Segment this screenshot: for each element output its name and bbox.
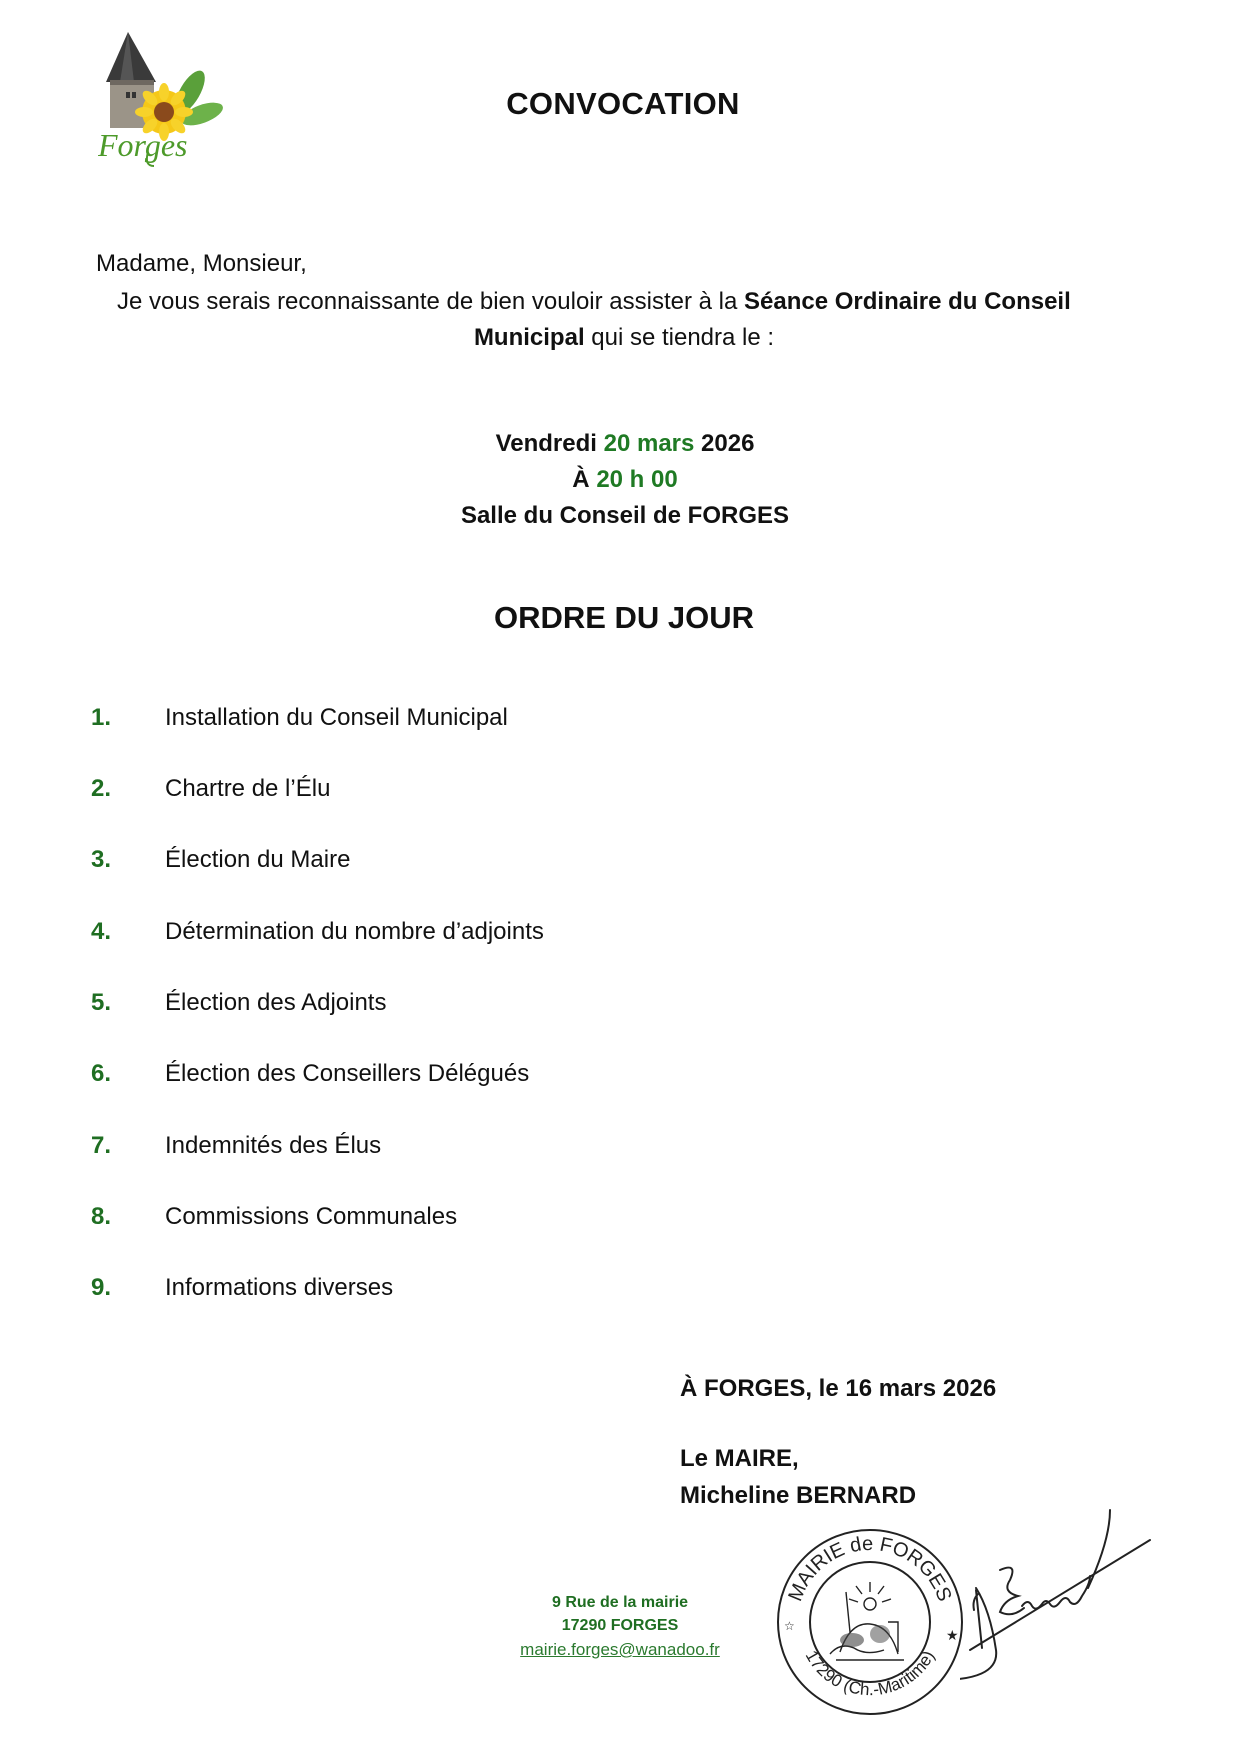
agenda-item xyxy=(0,1060,1240,1100)
agenda-item-number: 4. xyxy=(91,918,112,945)
stamp-icon xyxy=(770,1522,970,1722)
intro-line-1 xyxy=(117,288,1071,316)
meeting-date xyxy=(0,430,1240,458)
agenda-item-number: 2. xyxy=(91,775,112,802)
agenda-item-number: 1. xyxy=(91,704,112,731)
agenda-item-label: Chartre de l’Élu xyxy=(165,775,331,802)
salutation: Madame, Monsieur, xyxy=(96,250,307,277)
agenda-item xyxy=(0,704,1240,744)
agenda-item-label: Élection des Conseillers Délégués xyxy=(165,1060,530,1087)
meeting-location: Salle du Conseil de FORGES xyxy=(460,502,790,529)
agenda-item xyxy=(0,989,1240,1029)
seal-bottom-text: 17290 (Ch.-Maritime) xyxy=(801,1647,939,1700)
handwritten-signature-icon xyxy=(960,1500,1160,1700)
meeting-time-value: 20 h 00 xyxy=(596,466,678,493)
intro-text: Je vous serais reconnaissante de bien vouloir assister à la xyxy=(117,288,744,315)
agenda-item-number: 5. xyxy=(91,989,112,1016)
footer-email-link[interactable]: mairie.forges@wanadoo.fr xyxy=(520,1640,720,1659)
svg-text:★: ★ xyxy=(946,1627,959,1643)
intro-session-type-cont: Municipal xyxy=(473,324,585,351)
agenda-item xyxy=(0,1132,1240,1172)
agenda-item xyxy=(0,775,1240,815)
agenda-item-label: Indemnités des Élus xyxy=(165,1132,382,1159)
agenda-item-label: Élection des Adjoints xyxy=(165,989,387,1016)
meeting-time xyxy=(0,466,1240,494)
svg-text:☆: ☆ xyxy=(784,1619,795,1633)
signer-name: Micheline BERNARD xyxy=(680,1482,917,1509)
agenda-item xyxy=(0,1274,1240,1314)
seal-top-text: MAIRIE de FORGES xyxy=(784,1532,956,1605)
agenda-item xyxy=(0,918,1240,958)
agenda-item-label: Installation du Conseil Municipal xyxy=(165,704,508,731)
logo-text: Forges xyxy=(98,127,188,163)
page-title: CONVOCATION xyxy=(506,86,740,121)
agenda-item-number: 7. xyxy=(91,1132,112,1159)
agenda-item xyxy=(0,1203,1240,1243)
agenda-item-label: Commissions Communales xyxy=(165,1203,458,1230)
agenda-item-number: 6. xyxy=(91,1060,112,1087)
agenda-item xyxy=(0,846,1240,886)
svg-text:MAIRIE de FORGES xyxy=(784,1533,955,1605)
agenda-item-label: Élection du Maire xyxy=(165,846,351,873)
agenda-item-label: Informations diverses xyxy=(165,1274,394,1301)
intro-text-cont: qui se tiendra le : xyxy=(584,324,775,351)
meeting-day: Vendredi xyxy=(495,430,597,457)
agenda-title: ORDRE DU JOUR xyxy=(493,600,755,635)
signer-role: Le MAIRE, xyxy=(680,1445,799,1472)
agenda-item-label: Détermination du nombre d’adjoints xyxy=(165,918,544,945)
footer-address: 9 Rue de la mairie xyxy=(551,1594,689,1611)
place-and-date: À FORGES, le 16 mars 2026 xyxy=(680,1375,997,1402)
town-hall-seal xyxy=(770,1522,970,1722)
agenda-item-number: 3. xyxy=(91,846,112,873)
svg-text:17290 (Ch.-Maritime) xyxy=(802,1647,939,1699)
intro-session-type: Séance Ordinaire du Conseil xyxy=(744,288,1071,315)
meeting-at: À xyxy=(572,466,590,493)
footer-city: 17290 FORGES xyxy=(561,1617,679,1634)
meeting-date-value: 20 mars xyxy=(603,430,695,457)
agenda-item-number: 8. xyxy=(91,1203,112,1230)
intro-line-2 xyxy=(0,324,1240,352)
meeting-year: 2026 xyxy=(701,430,755,457)
agenda-item-number: 9. xyxy=(91,1274,112,1301)
mayor-signature xyxy=(960,1500,1160,1700)
